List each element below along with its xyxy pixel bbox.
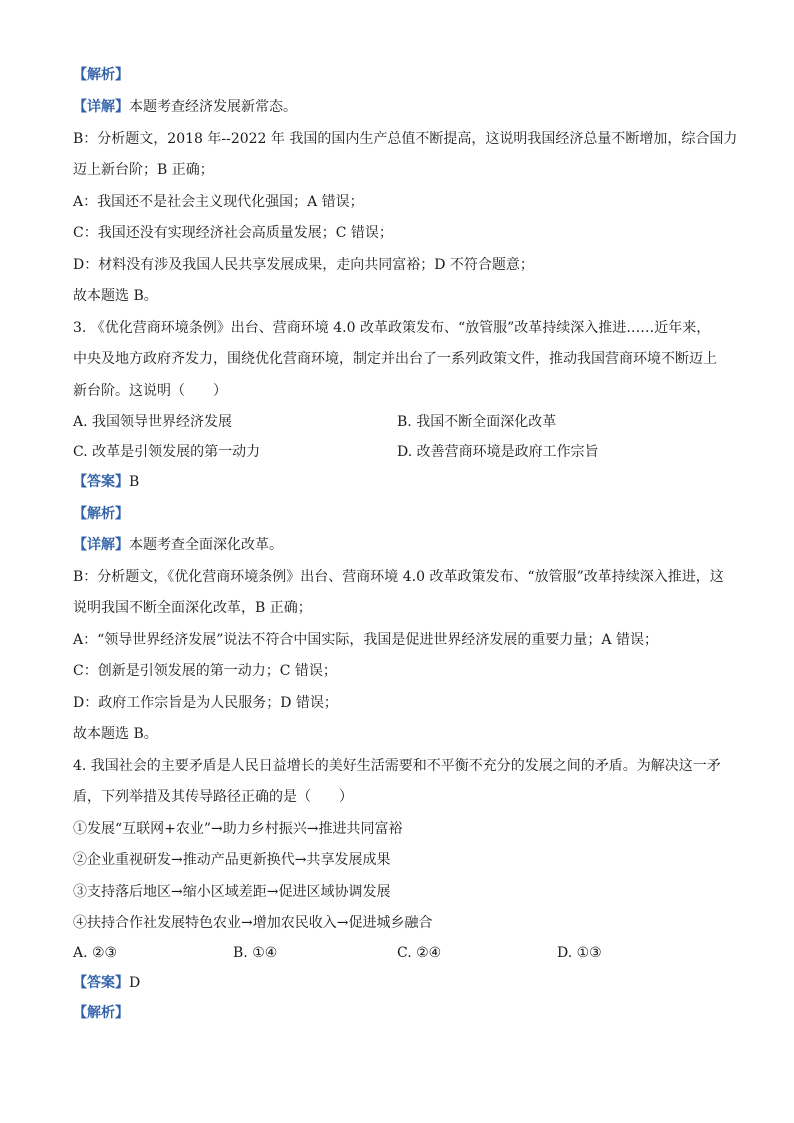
explanation-line: 说明我国不断全面深化改革，B 正确； [73,600,312,616]
option-a: A. 我国领导世界经济发展 [73,414,233,430]
detail-heading: 【详解】 [73,537,129,553]
analysis-heading: 【解析】 [73,1005,129,1021]
explanation-line: B：分析题文，《优化营商环境条例》出台、营商环境 4.0 改革政策发布、“放管服”改革持续深入推进，这 [73,569,724,585]
option-d: D. 改善营商环境是政府工作宗旨 [397,444,599,460]
option-a: A. ②③ [73,945,118,961]
answer-value: D [129,975,141,991]
analysis-heading: 【解析】 [73,67,129,83]
question-stem-line: 4. 我国社会的主要矛盾是人民日益增长的美好生活需要和不平衡不充分的发展之间的矛盾。为解决这一矛 [73,758,721,774]
detail-text: 本题考查经济发展新常态。 [129,99,297,115]
question-stem-line: 新台阶。这说明（ ） [73,383,227,399]
explanation-line: A：“领导世界经济发展”说法不符合中国实际，我国是促进世界经济发展的重要力量；A 错误； [73,632,658,648]
option-c: C. 改革是引领发展的第一动力 [73,444,261,460]
answer-line [73,473,139,491]
detail-text: 本题考查全面深化改革。 [129,537,283,553]
analysis-heading: 【解析】 [73,506,129,522]
explanation-line: D：政府工作宗旨是为人民服务；D 错误； [73,695,338,711]
statement-item: ①发展“互联网+农业”→助力乡村振兴→推进共同富裕 [73,821,403,837]
answer-value: B [129,474,140,490]
answer-line [73,974,140,992]
option-d: D. ①③ [557,945,602,961]
explanation-line: 故本题选 B。 [73,288,158,304]
option-b: B. 我国不断全面深化改革 [397,414,557,430]
option-c: C. ②④ [397,945,442,961]
explanation-line: B：分析题文，2018 年--2022 年 我国的国内生产总值不断提高，这说明我国经济总量不断增加，综合国力 [73,131,738,147]
answer-heading: 【答案】 [73,474,129,490]
explanation-line: A：我国还不是社会主义现代化强国；A 错误； [73,194,364,210]
answer-heading: 【答案】 [73,975,129,991]
explanation-line: 故本题选 B。 [73,726,158,742]
explanation-line: D：材料没有涉及我国人民共享发展成果，走向共同富裕；D 不符合题意； [73,257,534,273]
explanation-line: C：创新是引领发展的第一动力；C 错误； [73,663,337,679]
explanation-line: 迈上新台阶；B 正确； [73,162,214,178]
option-b: B. ①④ [233,945,278,961]
explanation-line: C：我国还没有实现经济社会高质量发展；C 错误； [73,225,393,241]
detail-line [73,98,297,116]
question-stem-line: 3. 《优化营商环境条例》出台、营商环境 4.0 改革政策发布、“放管服”改革持续深入推进……近年来， [73,320,711,336]
detail-heading: 【详解】 [73,99,129,115]
question-stem-line: 中央及地方政府齐发力，围绕优化营商环境，制定并出台了一系列政策文件，推动我国营商环境不断迈上 [73,351,717,367]
statement-item: ②企业重视研发→推动产品更新换代→共享发展成果 [73,852,391,868]
detail-line [73,536,283,554]
question-stem-line: 盾，下列举措及其传导路径正确的是（ ） [73,789,353,805]
statement-item: ③支持落后地区→缩小区域差距→促进区域协调发展 [73,884,391,900]
statement-item: ④扶持合作社发展特色农业→增加农民收入→促进城乡融合 [73,915,433,931]
